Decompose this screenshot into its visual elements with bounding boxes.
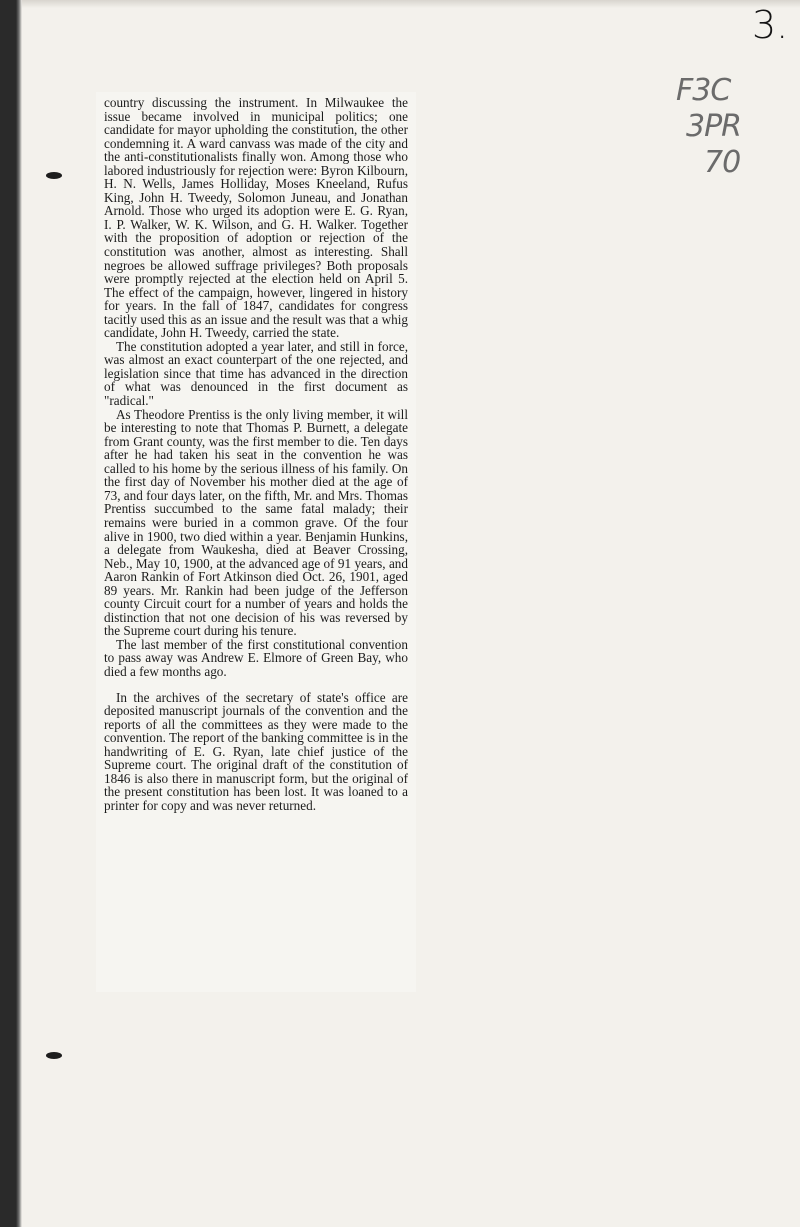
article-paragraph: In the archives of the secretary of state's office are deposited manuscript journals of the convention and the reports of all the committees as they were made to the convention. The report of the banking committee is in the handwriting of E. G. Ryan, late chief justice of the Supreme court. The original draft of the constitution of 1846 is also there in manuscript form, but the original of the present constitution has been lost. It was loaned to a printer for copy and was never returned. <box>104 689 408 813</box>
handwritten-annotation: 70 <box>704 145 741 180</box>
article-paragraph: As Theodore Prentiss is the only living member, it will be interesting to note that Thomas P. Burnett, a delegate from Grant county, was the first member to die. Ten days after he had taken his seat in the convention he was called to his home by the serious illness of his family. On the first day of November his mother died at the age of 73, and four days later, on the fifth, Mr. and Mrs. Thomas Prentiss succumbed to the same fatal malady; their remains were buried in a common grave. Of the four alive in 1900, two died within a year. Benjamin Hunkins, a delegate from Waukesha, died at Beaver Crossing, Neb., May 10, 1900, at the advanced age of 91 years, and Aaron Rankin of Fort Atkinson died Oct. 26, 1901, aged 89 years. Mr. Rankin had been judge of the Jefferson county Circuit court for a number of years and holds the distinction that not one decision of his was reversed by the Supreme court during his tenure. <box>104 406 408 639</box>
article-column <box>104 96 408 812</box>
binding-hole-icon <box>46 1052 62 1059</box>
article-paragraph: The last member of the first constitutional convention to pass away was Andrew E. Elmore of Green Bay, who died a few months ago. <box>104 636 408 679</box>
page-number: 3. <box>752 3 789 47</box>
page-binding-edge <box>0 0 22 1227</box>
binding-hole-icon <box>46 172 62 179</box>
page-top-edge <box>22 0 800 8</box>
article-paragraph: country discussing the instrument. In Milwaukee the issue became involved in municipal politics; one candidate for mayor upholding the constitution, the other condemning it. A ward canvass was made of the city and the anti-constitutionalists finally won. Among those who labored industriously for rejection were: Byron Kilbourn, H. N. Wells, James Holliday, Moses Kneeland, Rufus King, John H. Tweedy, Solomon Juneau, and Jonathan Arnold. Those who urged its adoption were E. G. Ryan, I. P. Walker, W. K. Wilson, and G. H. Walker. Together with the proposition of adoption or rejection of the constitution was another, almost as interesting. Shall negroes be allowed suffrage privileges? Both proposals were promptly rejected at the election held on April 5. The effect of the campaign, however, lingered in history for years. In the fall of 1847, candidates for congress tacitly used this as an issue and the result was that a whig candidate, John H. Tweedy, carried the state. <box>104 95 408 341</box>
handwritten-annotation: F3C <box>676 73 731 108</box>
handwritten-annotation: 3PR <box>686 109 742 144</box>
article-paragraph: The constitution adopted a year later, and still in force, was almost an exact counterpart of the one rejected, and legislation since that time has advanced in the direction of what was denounced in the first document as "radical." <box>104 338 408 409</box>
